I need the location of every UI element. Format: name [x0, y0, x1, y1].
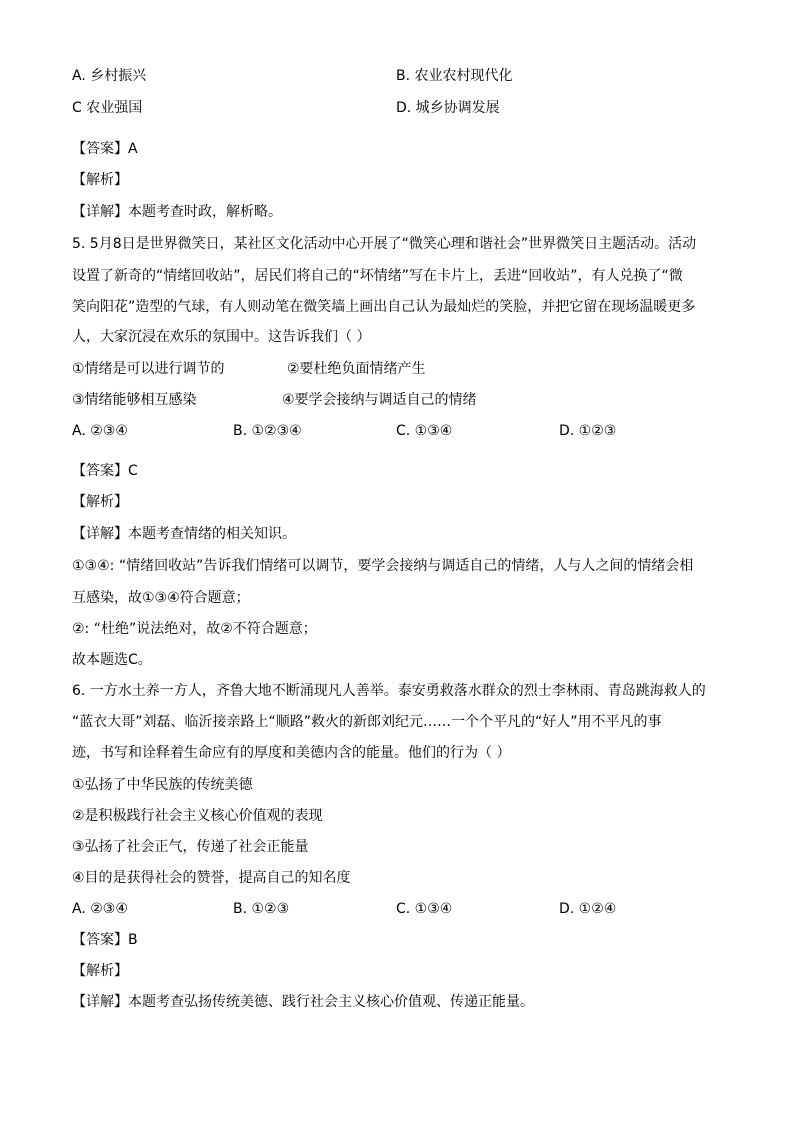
q4-option-d: D. 城乡协调发展	[396, 100, 500, 116]
q5-option-b: B. ①②③④	[233, 423, 302, 439]
q5-answer: 【答案】C	[72, 463, 138, 479]
q5-stem-line: 设置了新奇的“情绪回收站”，居民们将自己的“坏情绪”写在卡片上，丢进“回收站”，有人兑换了“微	[72, 268, 683, 284]
q5-stem-line: 笑向阳花”造型的气球，有人则动笔在微笑墙上画出自己认为最灿烂的笑脸，并把它留在现场温暖更多	[72, 299, 696, 315]
q6-statement-3: ③弘扬了社会正气，传递了社会正能量	[72, 839, 309, 855]
q5-option-c: C. ①③④	[396, 423, 453, 439]
q5-analysis-label: 【解析】	[72, 494, 128, 510]
q6-statement-4: ④目的是获得社会的赞誉，提高自己的知名度	[72, 870, 351, 886]
q5-explain-line: 互感染，故①③④符合题意；	[72, 590, 250, 606]
q5-conclusion: 故本题选C。	[72, 652, 152, 668]
q6-option-d: D. ①②④	[559, 901, 617, 917]
q4-answer: 【答案】A	[72, 141, 138, 157]
q6-option-c: C. ①③④	[396, 901, 453, 917]
q6-stem-line: 迹，书写和诠释着生命应有的厚度和美德内含的能量。他们的行为（ ）	[72, 745, 511, 761]
q4-option-b: B. 农业农村现代化	[396, 68, 513, 84]
q5-option-a: A. ②③④	[72, 423, 128, 439]
q6-statement-1: ①弘扬了中华民族的传统美德	[72, 777, 253, 793]
q4-option-c: C 农业强国	[72, 100, 143, 116]
q5-statement-3: ③情绪能够相互感染	[72, 392, 197, 408]
q5-explain-line: ①③④: “情绪回收站”告诉我们情绪可以调节，要学会接纳与调适自己的情绪，人与人之间的情绪会相	[72, 558, 694, 574]
q4-analysis-label: 【解析】	[72, 172, 128, 188]
q6-statement-2: ②是积极践行社会主义核心价值观的表现	[72, 808, 323, 824]
q5-detail: 【详解】本题考查情绪的相关知识。	[72, 526, 296, 542]
q5-option-d: D. ①②③	[559, 423, 617, 439]
q5-explain-line: ②: “杜绝”说法绝对，故②不符合题意；	[72, 621, 317, 637]
q5-stem-line: 5. 5月8日是世界微笑日，某社区文化活动中心开展了“微笑心理和谐社会”世界微笑日主题活动。活动	[72, 236, 697, 252]
q6-analysis-label: 【解析】	[72, 963, 128, 979]
q5-statement-2: ②要杜绝负面情绪产生	[287, 361, 426, 377]
q5-stem-line: 人，大家沉浸在欢乐的氛围中。这告诉我们（ ）	[72, 329, 371, 345]
q6-stem-line: “蓝衣大哥”刘磊、临沂接亲路上“顺路”救火的新郎刘纪元……一个个平凡的“好人”用不平凡的事	[72, 714, 662, 730]
q6-option-b: B. ①②③	[233, 901, 290, 917]
q4-detail: 【详解】本题考查时政，解析略。	[72, 204, 282, 220]
q6-option-a: A. ②③④	[72, 901, 128, 917]
q4-option-a: A. 乡村振兴	[72, 68, 147, 84]
q6-detail: 【详解】本题考查弘扬传统美德、践行社会主义核心价值观、传递正能量。	[72, 994, 534, 1010]
q5-statement-1: ①情绪是可以进行调节的	[72, 361, 225, 377]
q6-stem-line: 6. 一方水土养一方人，齐鲁大地不断涌现凡人善举。泰安勇救落水群众的烈士李林雨、青岛跳海救人的	[72, 683, 706, 699]
q6-answer: 【答案】B	[72, 932, 138, 948]
q5-statement-4: ④要学会接纳与调适自己的情绪	[282, 392, 477, 408]
